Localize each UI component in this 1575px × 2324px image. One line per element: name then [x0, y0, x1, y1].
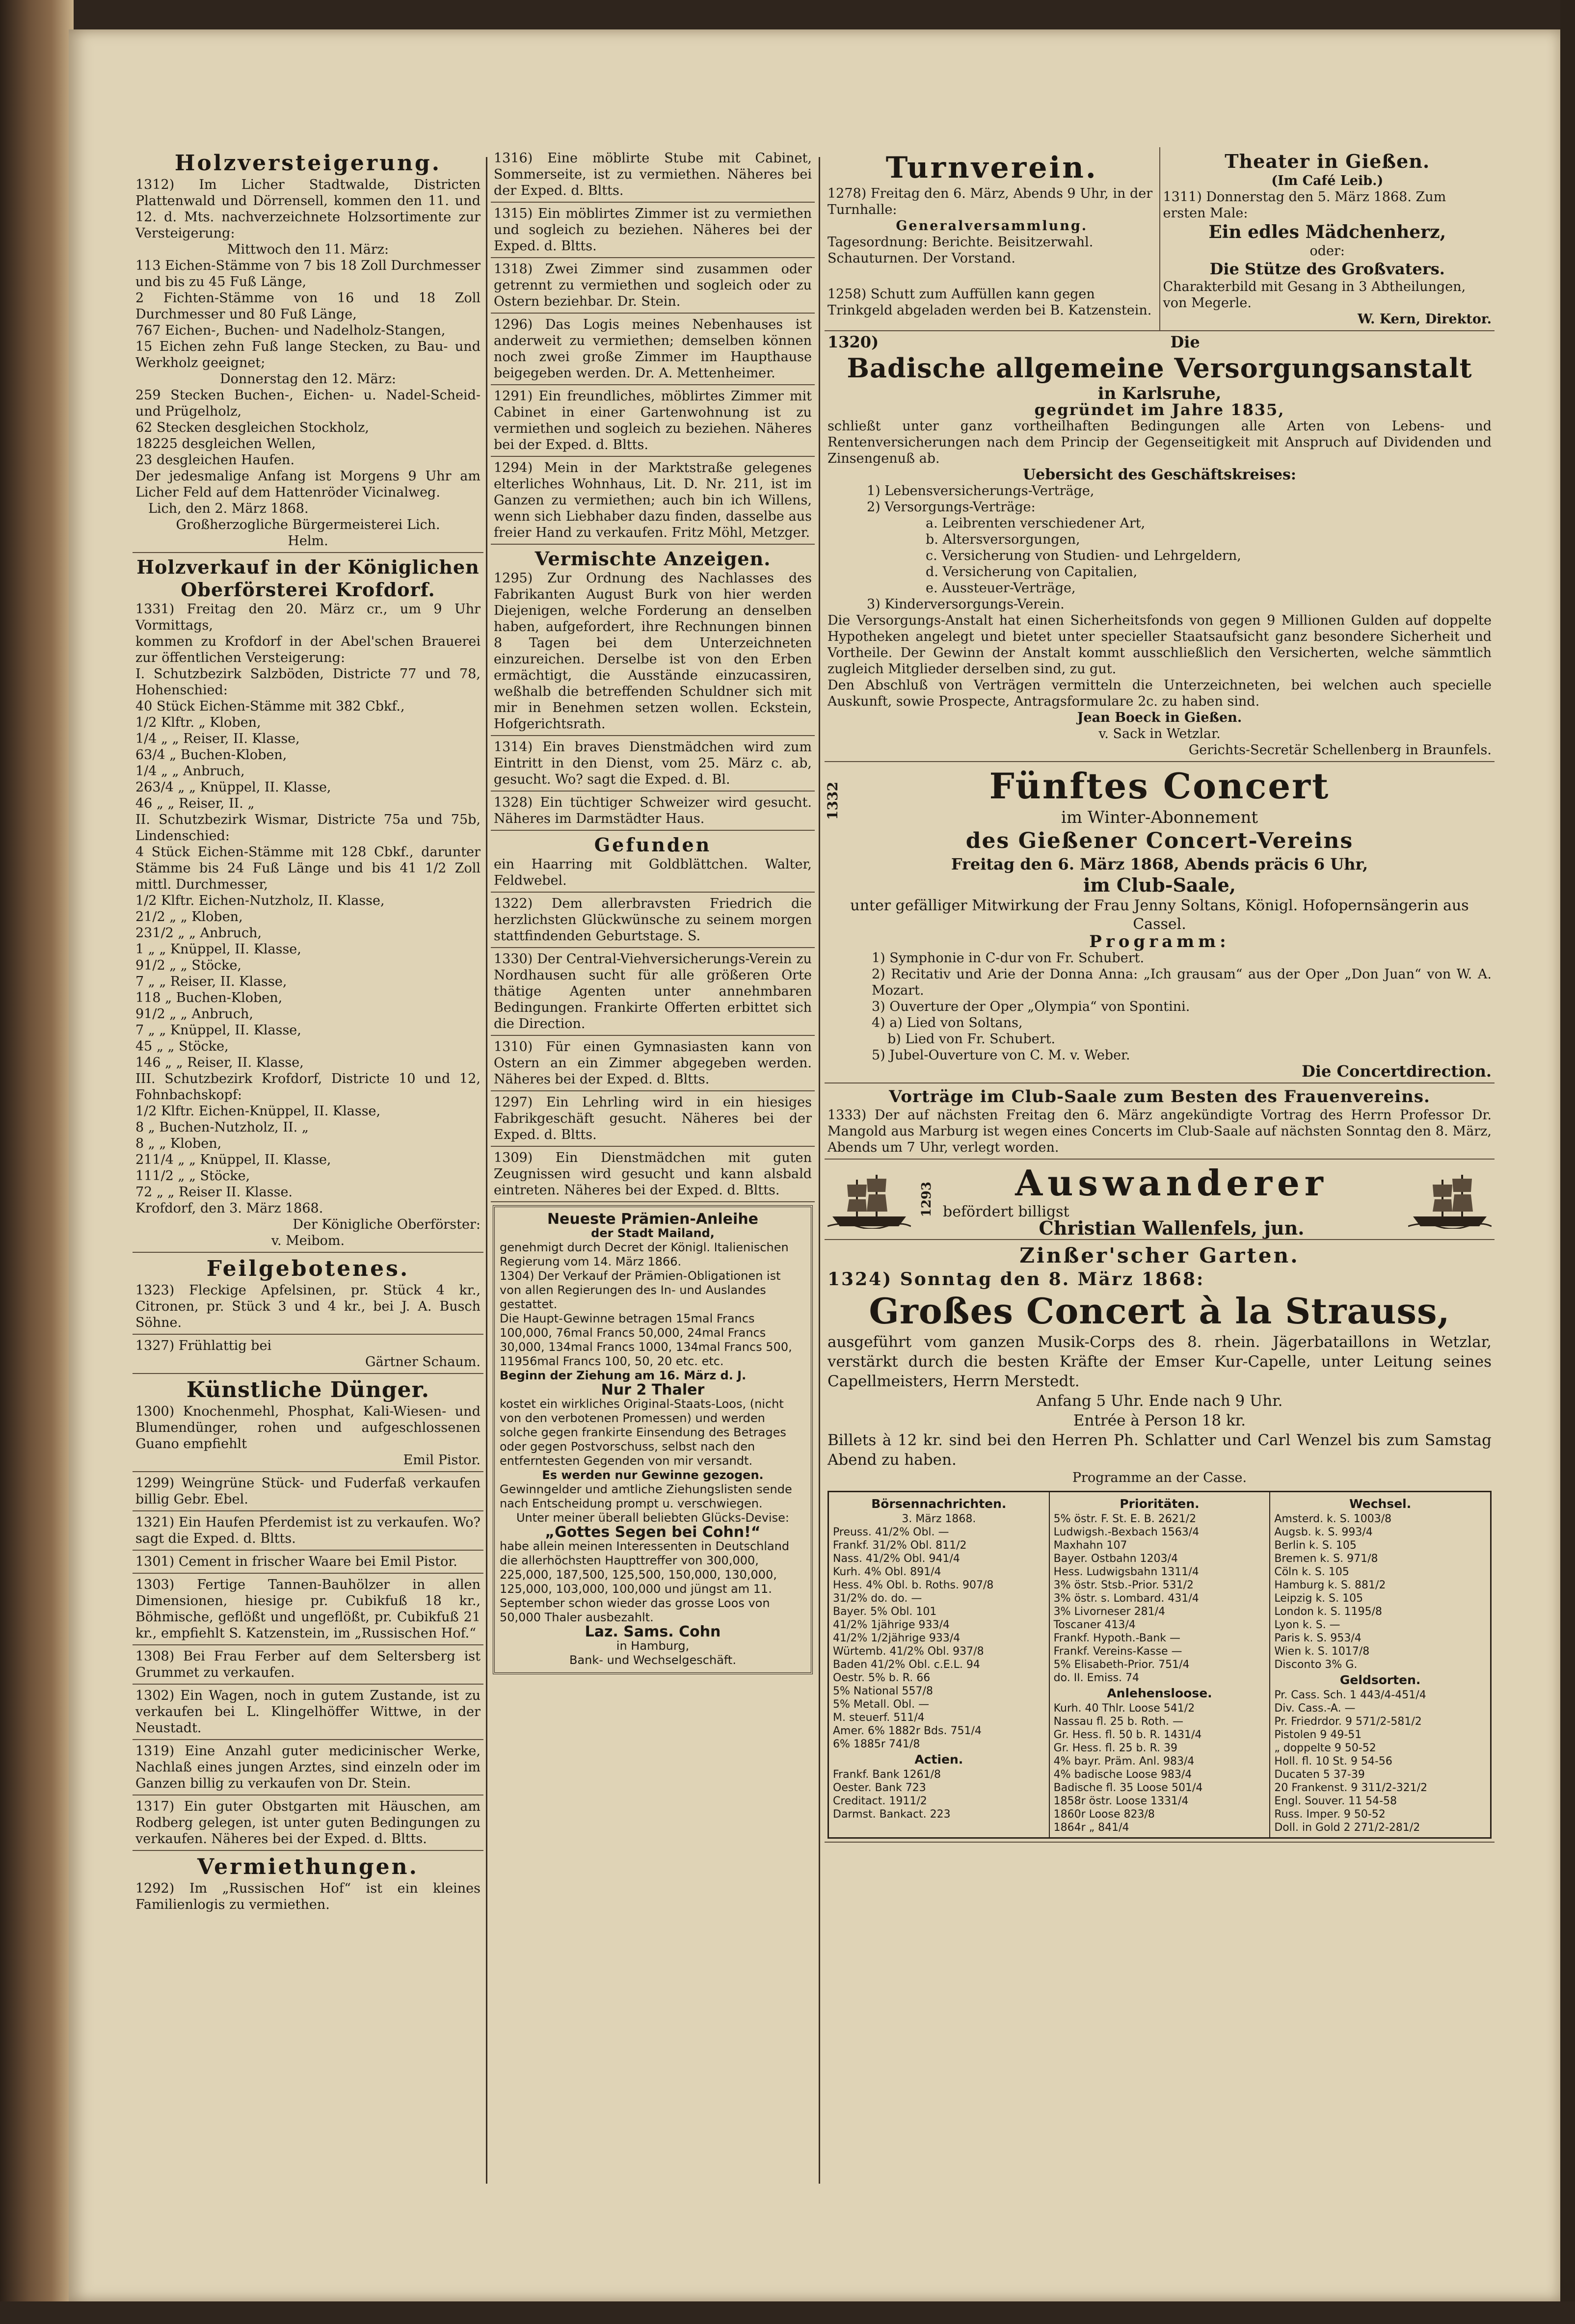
ad: [133, 1685, 483, 1740]
ad-text: 1314) Ein braves Dienstmädchen wird zum Eintritt in den Dienst, vom 25. März c. ab, gesucht. Wo? sagt die Exped. d. Bl.: [494, 739, 812, 787]
market-column-prioritaeten: [1050, 1492, 1271, 1837]
ad: [491, 948, 815, 1036]
list-item: c. Versicherung von Studien- und Lehrgeldern,: [926, 548, 1241, 563]
ad: [133, 1574, 483, 1645]
ad-text: 1333) Der auf nächsten Freitag den 6. März angekündigte Vortrag des Herrn Professor Dr. Mangold aus Marburg ist wegen eines Concerts im Club-Saale auf nächsten Sonntag den 8. März, Abends um 7 Uhr, verlegt worden.: [828, 1108, 1492, 1155]
ad-text: ein Haarring mit Goldblättchen. Walter, Feldwebel.: [494, 857, 812, 888]
list-item: b. Altersversorgungen,: [926, 532, 1080, 547]
section-heading: Zinßer'scher Garten.: [1019, 1243, 1300, 1268]
ad-text: 1312) Im Licher Stadtwalde, Districten Plattenwald und Dörrensell, kommen den 11. und 12. d. Mts. nachverzeichnete Holzsortimente zur Versteigerung:: [135, 177, 481, 241]
market-row: 3% östr. Stsb.-Prior. 531/2: [1053, 1579, 1194, 1591]
market-row: Pistolen 9 49-51: [1274, 1729, 1362, 1741]
market-row: Bayer. Ostbahn 1203/4: [1053, 1553, 1178, 1565]
market-row: 3% Livorneser 281/4: [1053, 1606, 1165, 1618]
bottom-edge: [0, 2301, 1575, 2324]
market-row: Doll. in Gold 2 271/2-281/2: [1274, 1822, 1420, 1834]
market-row: Disconto 3% G.: [1274, 1659, 1358, 1671]
market-row: London k. S. 1195/8: [1274, 1606, 1383, 1618]
market-row: 5% östr. F. St. E. B. 2621/2: [1053, 1513, 1197, 1525]
market-column-wechsel: [1270, 1492, 1490, 1837]
market-row: Engl. Souver. 11 54-58: [1274, 1795, 1397, 1807]
market-row: Creditact. 1911/2: [833, 1795, 927, 1807]
concert-title: Großes Concert à la Strauss,: [869, 1290, 1450, 1332]
lottery-motto: „Gottes Segen bei Cohn!“: [545, 1524, 761, 1541]
lottery-title: Neueste Prämien-Anleihe: [547, 1211, 759, 1228]
market-row: Maxhahn 107: [1053, 1539, 1127, 1552]
ad-text: Es werden nur Gewinne gezogen.: [542, 1468, 764, 1482]
ad-text: 23 desgleichen Haufen.: [135, 452, 295, 468]
ad: [133, 1796, 483, 1851]
ad-text: 7 „ „ Reiser, II. Klasse,: [135, 974, 287, 989]
ad-text: 1309) Ein Dienstmädchen mit guten Zeugnissen wird gesucht und kann alsbald eintreten. Näheres bei der Exped. d. Bltts.: [494, 1150, 812, 1198]
ad-text: 46 „ „ Reiser, II. „: [135, 796, 255, 811]
list-item: e. Aussteuer-Verträge,: [926, 581, 1076, 596]
ad-versorgungsanstalt: [825, 331, 1495, 762]
ad-number: 1320): [828, 333, 879, 351]
market-column-boerse: [829, 1492, 1050, 1837]
list-item: 3) Kinderversorgungs-Verein.: [867, 597, 1065, 612]
ad: [491, 203, 815, 258]
section-heading: Holzverkauf in der Königlichen Oberförsterei Krofdorf.: [136, 556, 480, 601]
ad-text: 8 „ Buchen-Nutzholz, II. „: [135, 1120, 309, 1135]
ad-text: II. Schutzbezirk Wismar, Districte 75a und 75b, Lindenschied:: [135, 812, 481, 844]
column-rule: [486, 157, 487, 2184]
market-row: Berlin k. S. 105: [1274, 1539, 1357, 1552]
ad-text: 113 Eichen-Stämme von 7 bis 18 Zoll Durchmesser und bis zu 45 Fuß Länge,: [135, 258, 481, 290]
ad-text: 1296) Das Logis meines Nebenhauses ist anderweit zu vermiethen; demselben können noch zwei große Zimmer im Haupthause beigegeben werden. Dr. A. Mettenheimer.: [494, 317, 812, 381]
section-heading: Auswanderer: [1015, 1162, 1328, 1204]
ad: [491, 258, 815, 314]
ad-text: 1/4 „ „ Reiser, II. Klasse,: [135, 731, 300, 746]
ad-text: III. Schutzbezirk Krofdorf, Districte 10 und 12, Fohnbachskopf:: [135, 1071, 481, 1103]
sailing-ship-icon: [828, 1170, 911, 1229]
list-item: 2) Recitativ und Arie der Donna Anna: „Ich grausam“ aus der Oper „Don Juan“ von W. A. Mozart.: [872, 967, 1492, 998]
market-row: 3% östr. s. Lombard. 431/4: [1053, 1592, 1199, 1605]
ad-text: 1/2 Klftr. Eichen-Knüppel, II. Klasse,: [135, 1104, 381, 1119]
ad-text: 18225 desgleichen Wellen,: [135, 436, 316, 451]
ad: [491, 1091, 815, 1147]
section-heading: Künstliche Dünger.: [186, 1377, 430, 1402]
lottery-price: Nur 2 Thaler: [601, 1381, 705, 1399]
ad-text: Großherzogliche Bürgermeisterei Lich.: [176, 517, 440, 532]
market-row: Pr. Cass. Sch. 1 443/4-451/4: [1274, 1689, 1426, 1701]
market-row: Wien k. S. 1017/8: [1274, 1645, 1370, 1658]
ad-text: 1311) Donnerstag den 5. März 1868. Zum ersten Male:: [1163, 189, 1446, 221]
ad-text: 72 „ „ Reiser II. Klasse.: [135, 1185, 293, 1200]
market-row: 41/2% 1/2jährige 933/4: [833, 1632, 961, 1644]
ad-number: 1293: [919, 1181, 934, 1217]
market-row: 6% 1885r 741/8: [833, 1738, 920, 1750]
ad-signature: Christian Wallenfels, jun.: [1039, 1217, 1305, 1239]
ad-text: gegründet im Jahre 1835,: [1034, 400, 1285, 419]
ad-text: 1304) Der Verkauf der Prämien-Obligationen ist von allen Regierungen des In- und Auslandes gestattet.: [500, 1269, 781, 1311]
ad-text: 1316) Eine möblirte Stube mit Cabinet, Sommerseite, ist zu vermiethen. Näheres bei der Exped. d. Bltts.: [494, 151, 812, 198]
ad-signature: Emil Pistor.: [403, 1452, 481, 1468]
ad: [491, 1036, 815, 1091]
market-row: Gr. Hess. fl. 50 b. R. 1431/4: [1053, 1729, 1202, 1741]
market-row: Holl. fl. 10 St. 9 54-56: [1274, 1755, 1392, 1768]
ad-text: 1321) Ein Haufen Pferdemist ist zu verkaufen. Wo? sagt die Exped. d. Bltts.: [135, 1515, 481, 1546]
ad-text: Mittwoch den 11. März:: [227, 242, 389, 257]
ad-text: 1310) Für einen Gymnasiasten kann von Ostern an ein Zimmer abgegeben werden. Näheres bei der Exped. d. Bltts.: [494, 1039, 812, 1087]
market-row: Div. Cass.-A. —: [1274, 1702, 1356, 1715]
market-row: Augsb. k. S. 993/4: [1274, 1526, 1373, 1538]
ad-text: 263/4 „ „ Knüppel, II. Klasse,: [135, 780, 331, 795]
ad-text: 1278) Freitag den 6. März, Abends 9 Uhr, in der Turnhalle:: [828, 186, 1153, 217]
ad-holzversteigerung: [133, 147, 483, 553]
column-3: [825, 147, 1495, 1843]
ad-text: Der jedesmalige Anfang ist Morgens 9 Uhr am Licher Feld auf dem Hattenröder Vicinalweg.: [135, 469, 481, 500]
ad-text: kostet ein wirkliches Original-Staats-Loos, (nicht von den verbotenen Promessen) und werden solche gegen frankirte Einsendung des Betrages oder gegen Postvorschuss, selbst nach den entferntesten Gegenden von mir versandt.: [500, 1397, 786, 1468]
market-row: Bayer. 5% Obl. 101: [833, 1606, 937, 1618]
ad-text: Donnerstag den 12. März:: [220, 371, 396, 387]
market-row: Pr. Friedrdor. 9 571/2-581/2: [1274, 1716, 1422, 1728]
ad-text: 91/2 „ „ Anbruch,: [135, 1006, 253, 1022]
market-row: Frankf. Hypoth.-Bank —: [1053, 1632, 1181, 1644]
ad-text: oder:: [1309, 243, 1345, 259]
section-heading: Vorträge im Club-Saale zum Besten des Frauenvereins.: [889, 1087, 1430, 1107]
ad-text: 91/2 „ „ Stöcke,: [135, 958, 241, 973]
ad-signature: v. Sack in Wetzlar.: [1098, 726, 1221, 741]
ad-subheading: Programm:: [1089, 932, 1230, 951]
market-row: 5% National 557/8: [833, 1685, 933, 1697]
column-rule: [819, 157, 820, 2184]
section-heading: Feilgebotenes.: [206, 1256, 410, 1281]
section-heading: Gefunden: [594, 834, 712, 856]
ad-signature: Gärtner Schaum.: [365, 1354, 481, 1370]
ad-text: Charakterbild mit Gesang in 3 Abtheilungen, von Megerle.: [1163, 279, 1466, 311]
ad-auswanderer: [825, 1160, 1495, 1240]
ad: [133, 1511, 483, 1551]
ad-text: Die Haupt-Gewinne betragen 15mal Francs 100,000, 76mal Francs 50,000, 24mal Francs 30,000, 134mal Francs 1000, 134mal Francs 500, 11956mal Francs 100, 50, 20 etc. etc.: [500, 1312, 792, 1368]
market-row: Paris k. S. 953/4: [1274, 1632, 1361, 1644]
ad-text: 1324) Sonntag den 8. März 1868:: [828, 1269, 1205, 1290]
market-row: Leipzig k. S. 105: [1274, 1592, 1363, 1605]
ad-text: 1299) Weingrüne Stück- und Fuderfaß verkaufen billig Gebr. Ebel.: [135, 1476, 481, 1507]
ad-text: 1301) Cement in frischer Waare bei Emil Pistor.: [135, 1554, 457, 1569]
lottery-company: Laz. Sams. Cohn: [585, 1623, 721, 1640]
ad-text: 1 „ „ Knüppel, II. Klasse,: [135, 942, 301, 957]
ad-text: 1/2 Klftr. „ Kloben,: [135, 715, 261, 730]
market-row: Toscaner 413/4: [1053, 1619, 1136, 1631]
market-row: 4% badische Loose 983/4: [1053, 1769, 1192, 1781]
ad-text: des Gießener Concert-Vereins: [965, 828, 1354, 853]
market-row: Hess. Ludwigsbahn 1311/4: [1053, 1566, 1199, 1578]
section-heading: Vermischte Anzeigen.: [534, 548, 771, 570]
market-row: Badische fl. 35 Loose 501/4: [1053, 1782, 1203, 1794]
ad-text: 1308) Bei Frau Ferber auf dem Seltersberg ist Grummet zu verkaufen.: [135, 1649, 481, 1680]
ad-text: Beginn der Ziehung am 16. März d. J.: [500, 1369, 747, 1382]
market-row: Ludwigsh.-Bexbach 1563/4: [1053, 1526, 1200, 1538]
play-title: Die Stütze des Großvaters.: [1209, 260, 1445, 278]
market-heading: Anlehensloose.: [1107, 1686, 1212, 1700]
lottery-sub: der Stadt Mailand,: [591, 1226, 715, 1240]
ad-text: 259 Stecken Buchen-, Eichen- u. Nadel-Scheid- und Prügelholz,: [135, 388, 481, 419]
ad-text: schließt unter ganz vortheilhaften Bedingungen alle Arten von Lebens- und Rentenversicherungen nach dem Princip der Gegenseitigkeit mit Anspruch auf Dividenden und Zinsengenuß ab.: [828, 419, 1492, 466]
market-row: Kurh. 4% Obl. 891/4: [833, 1566, 941, 1578]
sailing-ship-icon: [1408, 1170, 1492, 1229]
top-row: [825, 147, 1495, 331]
ad-text: 1303) Fertige Tannen-Bauhölzer in allen Dimensionen, hiesige pr. Cubikfuß 18 kr., Böhmische, geflößt und ungeflößt, pr. Cubikfuß 21 kr., empfiehlt S. Katzenstein, im „Russischen Hof.“: [135, 1577, 481, 1641]
market-row: Amsterd. k. S. 1003/8: [1274, 1513, 1392, 1525]
section-heading: Turnverein.: [885, 151, 1098, 185]
ad-text: ausgeführt vom ganzen Musik-Corps des 8. rhein. Jägerbataillons in Wetzlar, verstärkt durch die besten Kräfte der Emser Kur-Capelle, unter Leitung seines Capellmeisters, Herrn Merstedt.: [828, 1333, 1492, 1390]
ad-text: 1322) Dem allerbravsten Friedrich die herzlichsten Glückwünsche zu seinem morgen stattfindenden Geburtstage. S.: [494, 896, 812, 944]
ad-vermiethungen: [133, 1851, 483, 1916]
ad-text: 211/4 „ „ Knüppel, II. Klasse,: [135, 1152, 331, 1167]
top-edge: [0, 0, 1575, 29]
ad-text: 231/2 „ „ Anbruch,: [135, 925, 262, 941]
ad-text: 1331) Freitag den 20. März cr., um 9 Uhr Vormittags,: [135, 602, 481, 633]
ad-text: 1327) Frühlattig bei: [135, 1338, 272, 1353]
ad-text: 45 „ „ Stöcke,: [135, 1039, 229, 1054]
ad-text: Die Versorgungs-Anstalt hat einen Sicherheitsfonds von gegen 9 Millionen Gulden auf doppelte Hypotheken angelegt und bietet unter specieller Staatsaufsicht ganz besondere Sicherheit und Vortheile. Der Gewinn der Anstalt kommt ausschließlich den Versicherten, welche sämmtlich zugleich Mitglieder derselben sind, zu gut.: [828, 613, 1492, 677]
ad-text: 1/4 „ „ Anbruch,: [135, 764, 245, 779]
section-heading: Badische allgemeine Versorgungsanstalt: [847, 352, 1472, 384]
market-row: Nass. 41/2% Obl. 941/4: [833, 1553, 960, 1565]
ad-text: 1328) Ein tüchtiger Schweizer wird gesucht. Näheres im Darmstädter Haus.: [494, 795, 812, 826]
ad-gefunden: [491, 831, 815, 893]
ad: [133, 1551, 483, 1574]
ad: [133, 1472, 483, 1511]
market-row: 20 Frankenst. 9 311/2-321/2: [1274, 1782, 1428, 1794]
ad-text: 15 Eichen zehn Fuß lange Stecken, zu Bau- und Werkholz geeignet;: [135, 339, 481, 370]
list-item: a. Leibrenten verschiedener Art,: [926, 516, 1146, 531]
ad-text: Billets à 12 kr. sind bei den Herren Ph. Schlatter und Carl Wenzel bis zum Samstag Abend zu haben.: [828, 1431, 1492, 1469]
market-table: [828, 1491, 1492, 1839]
ad: [491, 893, 815, 948]
ad-text: im Winter-Abonnement: [1061, 808, 1258, 827]
ad: [491, 736, 815, 792]
ad-vermischte: [491, 545, 815, 736]
market-row: M. steuerf. 511/4: [833, 1712, 925, 1724]
ad: [491, 385, 815, 457]
list-item: b) Lied von Fr. Schubert.: [887, 1031, 1056, 1047]
list-item: 1) Symphonie in C-dur von Fr. Schubert.: [872, 951, 1145, 966]
ad-text: 111/2 „ „ Stöcke,: [135, 1168, 250, 1184]
ad-vortraege: [825, 1083, 1495, 1160]
ad-text: Tagesordnung: Berichte. Beisitzerwahl. Schauturnen. Der Vorstand.: [828, 235, 1094, 266]
list-item: d. Versicherung von Capitalien,: [926, 564, 1138, 580]
ad-text: kommen zu Krofdorf in der Abel'schen Brauerei zur öffentlichen Versteigerung:: [135, 634, 481, 665]
market-row: 4% bayr. Präm. Anl. 983/4: [1053, 1755, 1195, 1768]
ad-signature: Helm.: [288, 533, 328, 549]
ad-text: 1300) Knochenmehl, Phosphat, Kali-Wiesen- und Blumendünger, rohen und aufgeschlossenen Guano empfiehlt: [135, 1404, 481, 1452]
market-row: 1858r östr. Loose 1331/4: [1053, 1795, 1189, 1807]
column-1: [133, 147, 483, 1916]
ad-zinsser-garten: [825, 1240, 1495, 1843]
list-item: 1) Lebensversicherungs-Verträge,: [867, 483, 1094, 499]
market-row: Kurh. 40 Thlr. Loose 541/2: [1053, 1702, 1195, 1715]
section-heading: Holzversteigerung.: [174, 151, 442, 176]
ad-theater: [1160, 147, 1495, 330]
ad-signature: v. Meibom.: [271, 1233, 345, 1248]
ad-text: Programme an der Casse.: [1072, 1470, 1247, 1485]
ad-text: genehmigt durch Decret der Königl. Italienischen Regierung vom 14. März 1866.: [500, 1241, 789, 1268]
ad-text: 1/2 Klftr. Eichen-Nutzholz, II. Klasse,: [135, 893, 385, 908]
ad-text: 1292) Im „Russischen Hof“ ist ein kleines Familienlogis zu vermiethen.: [135, 1881, 481, 1912]
ad-text: 7 „ „ Knüppel, II. Klasse,: [135, 1023, 301, 1038]
play-title: Ein edles Mädchenherz,: [1208, 222, 1446, 242]
market-row: Hess. 4% Obl. b. Roths. 907/8: [833, 1579, 994, 1591]
ad-text: 1315) Ein möblirtes Zimmer ist zu vermiethen und sogleich zu beziehen. Näheres bei der Exped. d. Bltts.: [494, 206, 812, 254]
ad-text: 8 „ „ Kloben,: [135, 1136, 222, 1151]
ad-text: 1317) Ein guter Obstgarten mit Häuschen, am Rodberg gelegen, ist unter guten Bedingungen zu verkaufen. Näheres bei der Exped. d. Bltts.: [135, 1799, 481, 1847]
market-row: Oester. Bank 723: [833, 1782, 926, 1794]
list-item: 5) Jubel-Ouverture von C. M. v. Weber.: [872, 1048, 1130, 1063]
ad-text: 146 „ „ Reiser, II. Klasse,: [135, 1055, 304, 1070]
market-row: Gr. Hess. fl. 25 b. R. 39: [1053, 1742, 1177, 1754]
market-row: Frankf. Bank 1261/8: [833, 1769, 941, 1781]
ad-text: Die: [1170, 333, 1200, 351]
ad-text: 21/2 „ „ Kloben,: [135, 909, 243, 924]
ad-lottery-box: [493, 1205, 813, 1674]
right-edge: [1560, 0, 1575, 2324]
market-row: Ducaten 5 37-39: [1274, 1769, 1365, 1781]
market-row: Amer. 6% 1882r Bds. 751/4: [833, 1725, 982, 1737]
ad-text: 1330) Der Central-Viehversicherungs-Verein zu Nordhausen sucht für alle größeren Orte thätige Agenten unter annehmbaren Bedingungen. Frankirte Offerten erbittet sich die Direction.: [494, 951, 812, 1031]
market-row: 1860r Loose 823/8: [1053, 1808, 1155, 1821]
section-heading: Fünftes Concert: [989, 765, 1330, 807]
ad-text: in Karlsruhe,: [1097, 384, 1222, 403]
market-row: 41/2% 1jährige 933/4: [833, 1619, 950, 1631]
market-heading: Prioritäten.: [1120, 1497, 1200, 1511]
ad-text: I. Schutzbezirk Salzböden, Districte 77 und 78, Hohenschied:: [135, 666, 481, 698]
market-row: Nassau fl. 25 b. Roth. —: [1053, 1716, 1184, 1728]
market-row: Preuss. 41/2% Obl. —: [833, 1526, 949, 1538]
ad-text: Der Königliche Oberförster:: [293, 1217, 481, 1232]
ad-text: 40 Stück Eichen-Stämme mit 382 Cbkf.,: [135, 699, 405, 714]
ad-duenger: [133, 1374, 483, 1472]
ad-text: Freitag den 6. März 1868, Abends präcis 6 Uhr,: [951, 855, 1368, 873]
ad-text: 1295) Zur Ordnung des Nachlasses des Fabrikanten August Burk von hier werden Diejenigen, welche Forderung an denselben haben, aufgefordert, ihre Rechnungen binnen 8 Tagen bei dem Unterzeichneten einzureichen. Derselbe ist von den Erben ermächtigt, die Ausstände einzucassiren, weßhalb die betreffenden Schuldner sich mit mir in Benehmen setzen wollen. Eckstein, Hofgerichtsrath.: [494, 571, 812, 732]
ad-feilgebotenes: [133, 1253, 483, 1335]
column-2: [491, 147, 815, 1677]
ad-text: im Club-Saale,: [1083, 874, 1236, 896]
market-row: 31/2% do. do. —: [833, 1592, 922, 1605]
ad-turnverein: [825, 147, 1160, 330]
ad-text: unter gefälliger Mitwirkung der Frau Jenny Soltans, Königl. Hofopernsängerin aus Cassel.: [850, 897, 1469, 933]
ad-concert: [825, 762, 1495, 1083]
market-row: Darmst. Bankact. 223: [833, 1808, 951, 1821]
market-row: Würtemb. 41/2% Obl. 937/8: [833, 1645, 984, 1658]
ad-text: 1323) Fleckige Apfelsinen, pr. Stück 4 kr., Citronen, pr. Stück 3 und 4 kr., bei J. A. Busch Söhne.: [135, 1283, 481, 1330]
ad-text: 62 Stecken desgleichen Stockholz,: [135, 420, 369, 435]
ad-signature: Die Concertdirection.: [1302, 1062, 1492, 1081]
ad-text: 1319) Eine Anzahl guter medicinischer Werke, Nachlaß eines jungen Arztes, sind einzeln oder im Ganzen billig zu verkaufen von Dr. Stein.: [135, 1743, 481, 1791]
market-row: Baden 41/2% Obl. c.E.L. 94: [833, 1659, 980, 1671]
ad: [133, 1645, 483, 1685]
market-heading: Börsennachrichten.: [871, 1497, 1007, 1511]
ad-text: befördert billigst: [943, 1203, 1069, 1220]
auswanderer-text: [943, 1162, 1400, 1239]
ad: [491, 1147, 815, 1202]
ad-text: Anfang 5 Uhr. Ende nach 9 Uhr.: [1036, 1392, 1283, 1410]
market-heading: Actien.: [914, 1752, 963, 1767]
ad-text: 1291) Ein freundliches, möblirtes Zimmer mit Cabinet in einer Gartenwohnung ist zu vermiethen und sogleich zu beziehen. Näheres bei der Exped. d. Bltts.: [494, 389, 812, 452]
ad-subheading: Uebersicht des Geschäftskreises:: [1023, 466, 1296, 483]
market-row: 5% Metall. Obl. —: [833, 1698, 930, 1711]
market-row: Frankf. 31/2% Obl. 811/2: [833, 1539, 967, 1552]
ad-text: Entrée à Person 18 kr.: [1073, 1412, 1246, 1429]
market-row: Hamburg k. S. 881/2: [1274, 1579, 1386, 1591]
ad-text: 2 Fichten-Stämme von 16 und 18 Zoll Durchmesser und 80 Fuß Länge,: [135, 290, 481, 322]
book-binding: [0, 0, 74, 2324]
market-heading: Geldsorten.: [1339, 1673, 1421, 1687]
list-item: 2) Versorgungs-Verträge:: [867, 500, 1036, 515]
market-row: Lyon k. S. —: [1274, 1619, 1340, 1631]
ad: [491, 457, 815, 545]
ad-text: 1258) Schutt zum Auffüllen kann gegen Trinkgeld abgeladen werden bei B. Katzenstein.: [828, 287, 1152, 318]
market-heading: Wechsel.: [1349, 1497, 1412, 1511]
ad-text: 1294) Mein in der Marktstraße gelegenes elterliches Wohnhaus, Lit. D. Nr. 211, ist im Ganzen zu vermiethen; auch bin ich Willens, wenn sich Liebhaber dazu finden, dasselbe aus freier Hand zu verkaufen. Fritz Möhl, Metzger.: [494, 460, 812, 540]
section-heading: Theater in Gießen.: [1225, 150, 1430, 172]
market-row: 5% Elisabeth-Prior. 751/4: [1053, 1659, 1190, 1671]
ad-text: 1302) Ein Wagen, noch in gutem Zustande, ist zu verkaufen bei L. Klingelhöffer Wittwe, in der Neustadt.: [135, 1688, 481, 1736]
ad: [491, 147, 815, 203]
ad-text: Krofdorf, den 3. März 1868.: [135, 1201, 323, 1216]
ad: [133, 1740, 483, 1796]
market-row: Frankf. Vereins-Kasse —: [1053, 1645, 1182, 1658]
ad-signature: W. Kern, Direktor.: [1357, 312, 1492, 327]
ad-holzverkauf: [133, 553, 483, 1253]
section-heading: Vermiethungen.: [197, 1854, 419, 1879]
list-item: 3) Ouverture der Oper „Olympia“ von Spontini.: [872, 999, 1190, 1014]
ad-text: habe allein meinen Interessenten in Deutschland die allerhöchsten Haupttreffer von 300,000, 225,000, 187,500, 125,500, 150,000, 130,000, 125,000, 103,000, 100,000 und jüngst am 11. September schon wieder das grosse Loos von 50,000 Thaler ausbezahlt.: [500, 1539, 790, 1624]
ad-text: 767 Eichen-, Buchen- und Nadelholz-Stangen,: [135, 323, 446, 338]
ad-text: Gewinngelder und amtliche Ziehungslisten sende nach Entscheidung prompt u. verschwiegen.: [500, 1482, 792, 1510]
ad: [491, 314, 815, 385]
ad-text: 4 Stück Eichen-Stämme mit 128 Cbkf., darunter Stämme bis 24 Fuß Länge und bis 41 1/2 Zoll mittl. Durchmesser,: [135, 845, 481, 892]
ad-text: Lich, den 2. März 1868.: [148, 501, 309, 516]
market-date: 3. März 1868.: [902, 1513, 976, 1525]
ad-text: Bank- und Wechselgeschäft.: [569, 1653, 736, 1667]
market-row: do. II. Emiss. 74: [1053, 1672, 1140, 1684]
ad-text: (Im Café Leib.): [1271, 173, 1384, 188]
ad-fruehlattig: [133, 1335, 483, 1374]
ad-header: [828, 334, 1492, 350]
ad-text: 118 „ Buchen-Kloben,: [135, 990, 283, 1005]
ad-text: in Hamburg,: [616, 1639, 690, 1653]
ad: [491, 792, 815, 831]
market-row: Bremen k. S. 971/8: [1274, 1553, 1378, 1565]
ad-signature: Gerichts-Secretär Schellenberg in Braunfels.: [1188, 742, 1492, 758]
ad-text: 1318) Zwei Zimmer sind zusammen oder getrennt zu vermiethen und sogleich oder zu Ostern beziehbar. Dr. Stein.: [494, 262, 812, 309]
market-row: Russ. Imper. 9 50-52: [1274, 1808, 1386, 1821]
ad-text: 63/4 „ Buchen-Kloben,: [135, 747, 287, 763]
ad-text: 1297) Ein Lehrling wird in ein hiesiges Fabrikgeschäft gesucht. Näheres bei der Exped. d. Bltts.: [494, 1095, 812, 1142]
market-row: 1864r „ 841/4: [1053, 1822, 1129, 1834]
market-row: „ doppelte 9 50-52: [1274, 1742, 1376, 1754]
ad-signature: Jean Boeck in Gießen.: [1077, 710, 1242, 725]
auswanderer-row: [828, 1162, 1492, 1239]
market-row: Cöln k. S. 105: [1274, 1566, 1349, 1578]
ad-text: Den Abschluß von Verträgen vermitteln die Unterzeichneten, bei welchen auch specielle Auskunft, sowie Prospecte, Antragsformulare 2c. zu haben sind.: [828, 678, 1492, 709]
ad-text: Generalversammlung.: [896, 218, 1088, 234]
ad-number: 1332: [825, 782, 841, 820]
ad-text: Unter meiner überall beliebten Glücks-Devise:: [516, 1511, 790, 1525]
market-row: Oestr. 5% b. R. 66: [833, 1672, 931, 1684]
list-item: 4) a) Lied von Soltans,: [872, 1015, 1023, 1030]
